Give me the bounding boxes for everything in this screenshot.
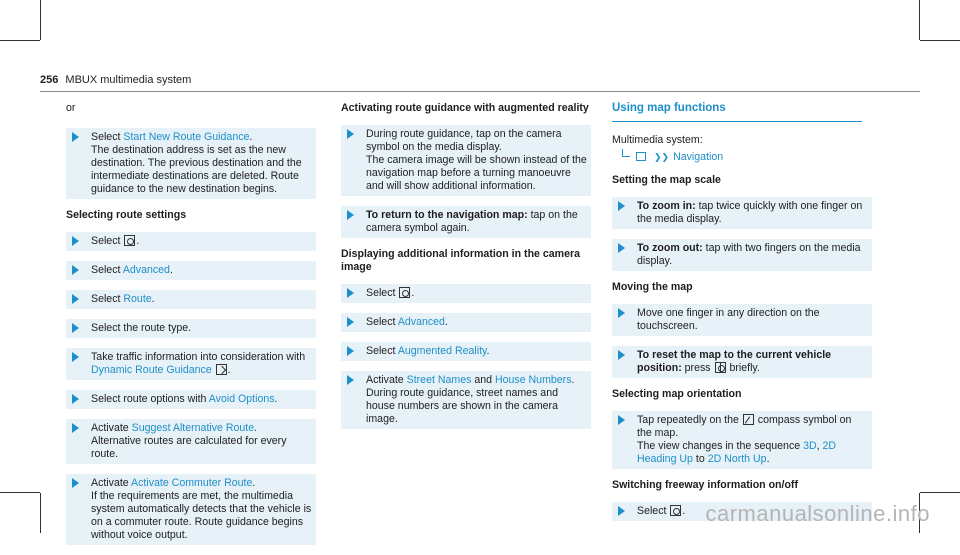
orientation-2d-heading-up: 2D Heading Up — [637, 440, 837, 465]
step-item: Select . — [341, 284, 591, 303]
section-heading: Moving the map — [612, 281, 693, 293]
watermark: carmanualsonline.info — [705, 501, 930, 526]
step-item: To zoom in: tap twice quickly with one finger on the media display. — [612, 197, 872, 229]
step-arrow-icon — [347, 317, 354, 327]
crop-mark — [40, 493, 41, 533]
step-arrow-icon — [72, 265, 79, 275]
home-icon — [636, 152, 646, 161]
menu-link-street-names: Street Names — [406, 374, 472, 386]
orientation-2d-north-up: 2D North Up — [707, 453, 767, 465]
step-arrow-icon — [618, 201, 625, 211]
section-heading: Selecting map orientation — [612, 388, 742, 400]
menu-link-house-numbers: House Numbers — [494, 374, 572, 386]
menu-link-start-new-route-guidance: Start New Route Guidance — [123, 131, 250, 143]
column-2 — [341, 102, 591, 439]
step-item: Select the route type. — [66, 319, 316, 338]
step-arrow-icon — [72, 352, 79, 362]
step-arrow-icon — [618, 243, 625, 253]
section-heading: Activating route guidance with augmented reality — [341, 102, 589, 114]
step-arrow-icon — [347, 288, 354, 298]
intro-text: Multimedia system: — [612, 134, 703, 146]
step-body: During route guidance, street names and house numbers are shown in the camera image. — [366, 387, 558, 425]
header-rule — [40, 91, 920, 92]
step-arrow-icon — [347, 210, 354, 220]
section-heading: Selecting route settings — [66, 209, 187, 221]
settings-gear-icon — [399, 287, 410, 298]
double-chevron-icon: ❯❯ — [654, 152, 670, 162]
step-arrow-icon — [72, 394, 79, 404]
crop-mark — [920, 40, 960, 41]
step-arrow-icon — [72, 132, 79, 142]
section-heading: Switching freeway information on/off — [612, 479, 798, 491]
header-title: MBUX multimedia system — [65, 74, 192, 86]
crop-mark — [40, 0, 41, 40]
step-arrow-icon — [618, 308, 625, 318]
step-body: If the requirements are met, the multimedia system automatically detects that the vehicle is on a commuter route. Route guidance begins without voice output. — [91, 490, 312, 541]
or-text: or — [66, 102, 76, 114]
menu-path — [622, 149, 872, 164]
step-arrow-icon — [72, 323, 79, 333]
step-item: Select . — [66, 232, 316, 251]
step-body: The camera image will be shown instead of the navigation map before a turning manoeuvre and will show additional information. — [366, 154, 587, 192]
column-1 — [66, 102, 316, 555]
step-arrow-icon — [72, 423, 79, 433]
menu-link-suggest-alternative-route: Suggest Alternative Route — [131, 422, 255, 434]
settings-gear-icon — [670, 505, 681, 516]
menu-link-activate-commuter-route: Activate Commuter Route — [131, 477, 253, 489]
step-arrow-icon — [347, 129, 354, 139]
step-arrow-icon — [618, 506, 625, 516]
page-header — [40, 74, 191, 87]
step-arrow-icon — [72, 478, 79, 488]
step-item: Activate Street Names and House Numbers. During route guidance, street names and house numbers are shown in the camera image. — [341, 371, 591, 429]
column-3 — [612, 102, 872, 531]
menu-link-advanced: Advanced — [122, 264, 170, 276]
step-item: To reset the map to the current vehicle position: press briefly. — [612, 346, 872, 378]
step-item: Select Augmented Reality. — [341, 342, 591, 361]
crop-mark — [919, 0, 920, 40]
step-item: Select . — [612, 502, 872, 521]
step-item: To zoom out: tap with two fingers on the media display. — [612, 239, 872, 271]
step-item: During route guidance, tap on the camera symbol on the media display. The camera image will be shown instead of the navigation map before a turning manoeuvre and will show additional information. — [341, 125, 591, 196]
step-item: To return to the navigation map: tap on the camera symbol again. — [341, 206, 591, 238]
step-arrow-icon — [72, 294, 79, 304]
menu-link-navigation: Navigation — [673, 151, 724, 163]
page-number: 256 — [40, 74, 59, 86]
crop-mark — [0, 492, 40, 493]
menu-link-augmented-reality: Augmented Reality — [397, 345, 487, 357]
step-item: Take traffic information into consideration with Dynamic Route Guidance . — [66, 348, 316, 380]
crop-mark — [0, 40, 40, 41]
section-heading: Displaying additional information in the camera image — [341, 248, 580, 273]
menu-link-route: Route — [123, 293, 152, 305]
chevron-right-icon — [216, 364, 227, 375]
step-item: Select Start New Route Guidance. The destination address is set as the new destination. The previous destination and the intermediate destinations are deleted. Route guidance to the new destination begins. — [66, 128, 316, 199]
crop-mark — [920, 492, 960, 493]
section-heading: Setting the map scale — [612, 174, 721, 186]
menu-link-dynamic-route-guidance: Dynamic Route Guidance — [91, 364, 212, 376]
compass-icon — [743, 414, 754, 425]
position-target-icon — [715, 362, 726, 373]
orientation-3d: 3D — [803, 440, 817, 452]
section-title: Using map functions — [612, 102, 862, 122]
path-arrow-icon — [622, 149, 630, 157]
step-arrow-icon — [72, 236, 79, 246]
step-item: Select Advanced. — [66, 261, 316, 280]
step-body: The destination address is set as the new destination. The previous destination and the intermediate destinations are deleted. Route guidance to the new destination begins. — [91, 144, 302, 195]
step-arrow-icon — [347, 346, 354, 356]
menu-link-avoid-options: Avoid Options — [208, 393, 275, 405]
step-item: Select route options with Avoid Options. — [66, 390, 316, 409]
step-item: Select Advanced. — [341, 313, 591, 332]
step-item: Select Route. — [66, 290, 316, 309]
step-body: Alternative routes are calculated for every route. — [91, 435, 287, 460]
step-arrow-icon — [347, 375, 354, 385]
settings-gear-icon — [124, 235, 135, 246]
step-item: Move one finger in any direction on the touchscreen. — [612, 304, 872, 336]
step-item: Activate Suggest Alternative Route. Alternative routes are calculated for every route. — [66, 419, 316, 464]
step-item: Activate Activate Commuter Route. If the requirements are met, the multimedia system automatically detects that the vehicle is on a commuter route. Route guidance begins without voice output. — [66, 474, 316, 545]
step-item: Tap repeatedly on the compass symbol on the map. The view changes in the sequence 3D, 2D Heading Up to 2D North Up. — [612, 411, 872, 469]
step-arrow-icon — [618, 415, 625, 425]
menu-link-advanced: Advanced — [397, 316, 445, 328]
step-arrow-icon — [618, 350, 625, 360]
